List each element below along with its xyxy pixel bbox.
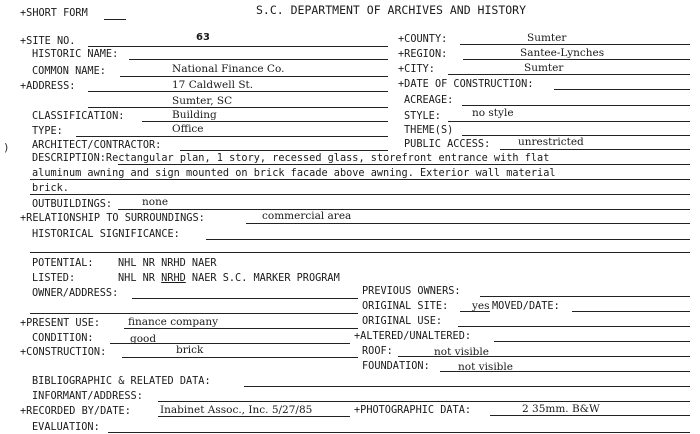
owner-address-label: OWNER/ADDRESS:: [32, 286, 119, 299]
themes-label: THEME(S): [404, 123, 454, 136]
original-site-value: yes: [472, 300, 490, 312]
outbuildings-line: [118, 209, 690, 210]
moved-date-label: MOVED/DATE:: [492, 299, 560, 312]
site-no-label: +SITE NO.: [20, 34, 76, 47]
potential-items: NHL NR NRHD NAER: [118, 256, 217, 269]
listed-nrhd-selected: NRHD: [161, 271, 186, 284]
recorded-by-value: Inabinet Assoc., Inc. 5/27/85: [160, 404, 313, 416]
description-rule-2: [30, 179, 690, 180]
city-value: Sumter: [524, 62, 564, 74]
recorded-by-line: [158, 416, 350, 417]
site-no-line: [88, 46, 388, 47]
condition-label: CONDITION:: [32, 331, 94, 344]
listed-label: LISTED:: [32, 271, 76, 284]
county-value: Sumter: [527, 32, 567, 44]
style-line: [448, 121, 690, 122]
classification-line: [142, 121, 388, 122]
style-value: no style: [472, 107, 514, 119]
roof-value: not visible: [434, 346, 489, 358]
outbuildings-value: none: [142, 196, 169, 208]
evaluation-label: EVALUATION:: [32, 420, 100, 433]
photographic-data-line: [490, 415, 690, 416]
address-value-line-1: 17 Caldwell St.: [172, 79, 254, 91]
bibliographic-label: BIBLIOGRAPHIC & RELATED DATA:: [32, 374, 211, 387]
condition-value: good: [130, 333, 157, 345]
relationship-line: [246, 223, 690, 224]
style-label: STYLE:: [404, 109, 441, 122]
historical-significance-line-2: [30, 252, 690, 253]
type-label: TYPE:: [32, 124, 63, 137]
potential-label: POTENTIAL:: [32, 256, 94, 269]
listed-items: [118, 272, 340, 283]
city-label: +CITY:: [398, 62, 435, 75]
original-use-label: ORIGINAL USE:: [362, 314, 443, 327]
region-line: [463, 59, 690, 60]
description-text-1: Rectangular plan, 1 story, recessed glass, storefront entrance with flat: [105, 151, 550, 164]
acreage-label: ACREAGE:: [404, 93, 454, 106]
listed-nr: NR: [142, 271, 155, 284]
previous-owners-line: [480, 296, 690, 297]
classification-label: CLASSIFICATION:: [32, 109, 125, 122]
relationship-value: commercial area: [262, 210, 352, 222]
description-line-1: [32, 150, 549, 165]
city-line: [448, 74, 690, 75]
historic-name-label: HISTORIC NAME:: [32, 47, 119, 60]
previous-owners-label: PREVIOUS OWNERS:: [362, 284, 461, 297]
address-line-2: [88, 107, 388, 108]
description-rule-3: [30, 194, 690, 195]
architect-label: ARCHITECT/CONTRACTOR:: [32, 138, 162, 151]
historical-significance-line: [206, 239, 690, 240]
roof-label: ROOF:: [362, 344, 393, 357]
description-text-3: brick.: [32, 181, 69, 194]
foundation-value: not visible: [458, 361, 513, 373]
bibliographic-line: [244, 386, 690, 387]
photographic-data-label: +PHOTOGRAPHIC DATA:: [354, 403, 472, 416]
short-form-label: +SHORT FORM: [20, 6, 88, 19]
present-use-line: [124, 328, 358, 329]
description-label: DESCRIPTION:: [32, 151, 106, 164]
construction-line: [122, 357, 358, 358]
address-label: +ADDRESS:: [20, 79, 76, 92]
site-no-value: 63: [196, 32, 210, 43]
common-name-label: COMMON NAME:: [32, 64, 106, 77]
relationship-label: +RELATIONSHIP TO SURROUNDINGS:: [20, 211, 205, 224]
margin-mark: ): [3, 141, 10, 154]
photographic-data-value: 2 35mm. B&W: [522, 403, 600, 415]
original-use-line: [458, 326, 690, 327]
common-name-value: National Finance Co.: [172, 63, 285, 75]
county-line: [460, 44, 690, 45]
altered-label: +ALTERED/UNALTERED:: [354, 329, 472, 342]
short-form-line: [104, 19, 126, 20]
historical-significance-label: HISTORICAL SIGNIFICANCE:: [32, 227, 180, 240]
description-text-2: aluminum awning and sign mounted on brick facade above awning. Exterior wall material: [32, 166, 556, 179]
outbuildings-label: OUTBUILDINGS:: [32, 197, 113, 210]
type-line: [76, 136, 388, 137]
owner-address-line-2: [30, 313, 358, 314]
public-access-value: unrestricted: [518, 136, 584, 148]
region-value: Santee-Lynches: [520, 47, 605, 59]
date-of-construction-line: [554, 89, 690, 90]
classification-value: Building: [172, 109, 217, 121]
form-title: S.C. DEPARTMENT OF ARCHIVES AND HISTORY: [256, 3, 527, 17]
address-line-1: [88, 91, 388, 92]
foundation-label: FOUNDATION:: [362, 359, 430, 372]
recorded-by-label: +RECORDED BY/DATE:: [20, 404, 131, 417]
county-label: +COUNTY:: [398, 32, 448, 45]
present-use-value: finance company: [128, 316, 219, 328]
present-use-label: +PRESENT USE:: [20, 316, 101, 329]
owner-address-line: [132, 298, 358, 299]
region-label: +REGION:: [398, 47, 448, 60]
construction-label: +CONSTRUCTION:: [20, 345, 107, 358]
informant-line: [158, 401, 690, 402]
public-access-label: PUBLIC ACCESS:: [404, 137, 491, 150]
acreage-line: [462, 105, 690, 106]
type-value: Office: [172, 123, 204, 135]
listed-nhl: NHL: [118, 271, 137, 284]
evaluation-line: [108, 432, 690, 433]
historic-name-line: [129, 59, 388, 60]
address-value-line-2: Sumter, SC: [172, 95, 233, 107]
informant-label: INFORMANT/ADDRESS:: [32, 389, 143, 402]
original-site-label: ORIGINAL SITE:: [362, 299, 449, 312]
common-name-line: [120, 76, 388, 77]
moved-date-line: [572, 311, 690, 312]
date-of-construction-label: +DATE OF CONSTRUCTION:: [398, 77, 534, 90]
listed-rest: NAER S.C. MARKER PROGRAM: [191, 271, 340, 284]
construction-value: brick: [176, 344, 204, 356]
altered-line: [494, 341, 690, 342]
